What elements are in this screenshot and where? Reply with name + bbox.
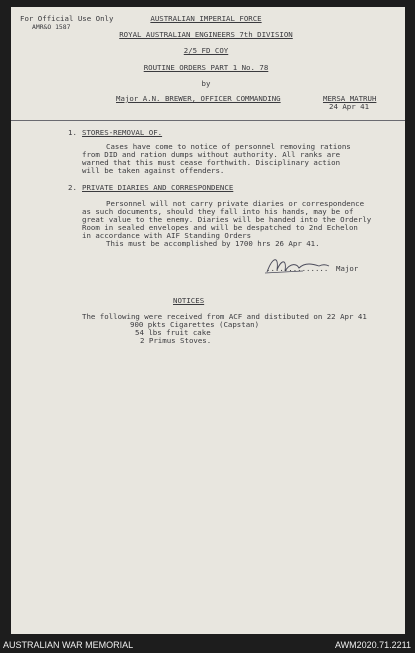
header-divider: [11, 120, 405, 121]
archive-footer: [0, 636, 415, 653]
section-line: Room in sealed envelopes and will be despatched to 2nd Echelon: [82, 223, 358, 232]
form-code: AMR&O 1587: [32, 23, 71, 31]
archive-name: AUSTRALIAN WAR MEMORIAL: [3, 640, 134, 650]
section-line: will be taken against offenders.: [82, 166, 225, 175]
section-line: as such documents, should they fall into his hands, may be of: [82, 207, 354, 216]
notices-heading: NOTICES: [173, 296, 205, 305]
section-number: 1.: [68, 128, 77, 137]
section-line: in accordance with AIF Standing Orders: [82, 231, 252, 240]
force-title: AUSTRALIAN IMPERIAL FORCE: [150, 14, 262, 23]
section-line: great value to the enemy. Diaries will be handed into the Orderly: [82, 215, 372, 224]
notice-item: 2 Primus Stoves.: [140, 336, 212, 345]
place-label: MERSA MATRUH: [323, 94, 377, 103]
section-heading: PRIVATE DIARIES AND CORRESPONDENCE: [82, 183, 234, 192]
unit-title: ROYAL AUSTRALIAN ENGINEERS 7th DIVISION: [119, 30, 293, 39]
archive-reference: AWM2020.71.2211: [334, 640, 411, 650]
section-line: Personnel will not carry private diaries or correspondence: [106, 199, 365, 208]
orders-title: ROUTINE ORDERS PART 1 No. 78: [143, 63, 269, 72]
section-line: warned that this must cease forthwith. Disciplinary action: [82, 158, 341, 167]
notices-intro: The following were received from ACF and distibuted on 22 Apr 41: [82, 312, 367, 321]
section-line: from DID and ration dumps without authority. All ranks are: [82, 150, 341, 159]
date-label: 24 Apr 41: [329, 102, 370, 111]
signature-dots: ..............: [266, 264, 329, 273]
official-use-label: For Official Use Only: [20, 14, 114, 23]
notice-item: 54 lbs fruit cake: [135, 328, 211, 337]
document-page: [11, 7, 405, 634]
section-line: This must be accomplished by 1700 hrs 26 Apr 41.: [106, 239, 320, 248]
section-line: Cases have come to notice of personnel removing rations: [106, 142, 351, 151]
section-heading: STORES-REMOVAL OF.: [82, 128, 163, 137]
officer-line: Major A.N. BREWER, OFFICER COMMANDING: [116, 94, 281, 103]
notice-item: 900 pkts Cigarettes (Capstan): [130, 320, 260, 329]
signature-rank: Major: [336, 264, 359, 273]
section-number: 2.: [68, 183, 77, 192]
company-title: 2/5 FD COY: [183, 46, 229, 55]
by-label: by: [201, 79, 211, 88]
